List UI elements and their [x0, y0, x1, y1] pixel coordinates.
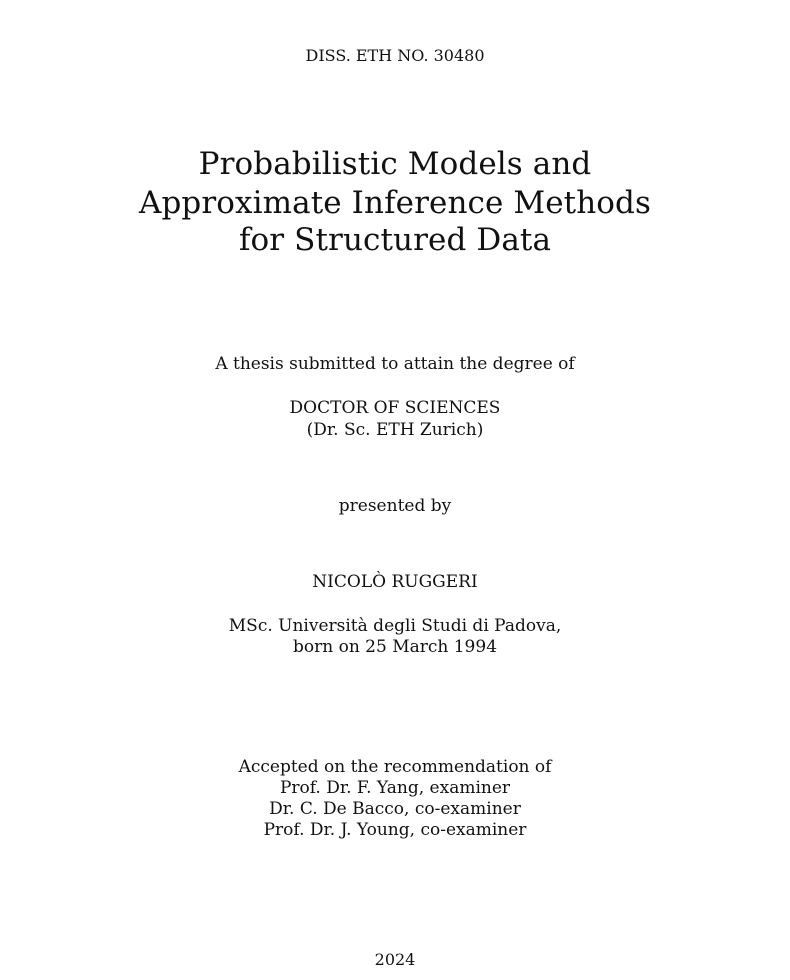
degree-name: DOCTOR OF SCIENCES — [289, 398, 501, 418]
presented-by: presented by — [338, 496, 452, 516]
author-qualification: MSc. Università degli Studi di Padova, — [228, 616, 562, 636]
committee-member: Dr. C. De Bacco, co-examiner — [269, 799, 521, 819]
publication-year: 2024 — [374, 950, 416, 969]
thesis-title-line-2: Approximate Inference Methods — [138, 185, 652, 221]
thesis-title-line-3: for Structured Data — [238, 222, 552, 258]
thesis-title-line-1: Probabilistic Models and — [198, 146, 592, 182]
degree-abbreviation: (Dr. Sc. ETH Zurich) — [306, 420, 484, 440]
author-birth: born on 25 March 1994 — [292, 637, 498, 657]
committee-member: Prof. Dr. J. Young, co-examiner — [263, 820, 527, 840]
committee-intro: Accepted on the recommendation of — [238, 757, 552, 777]
author-name: NICOLÒ RUGGERI — [312, 572, 478, 592]
committee-member: Prof. Dr. F. Yang, examiner — [279, 778, 511, 798]
degree-intro: A thesis submitted to attain the degree of — [215, 354, 575, 374]
diss-number: DISS. ETH NO. 30480 — [305, 46, 485, 65]
